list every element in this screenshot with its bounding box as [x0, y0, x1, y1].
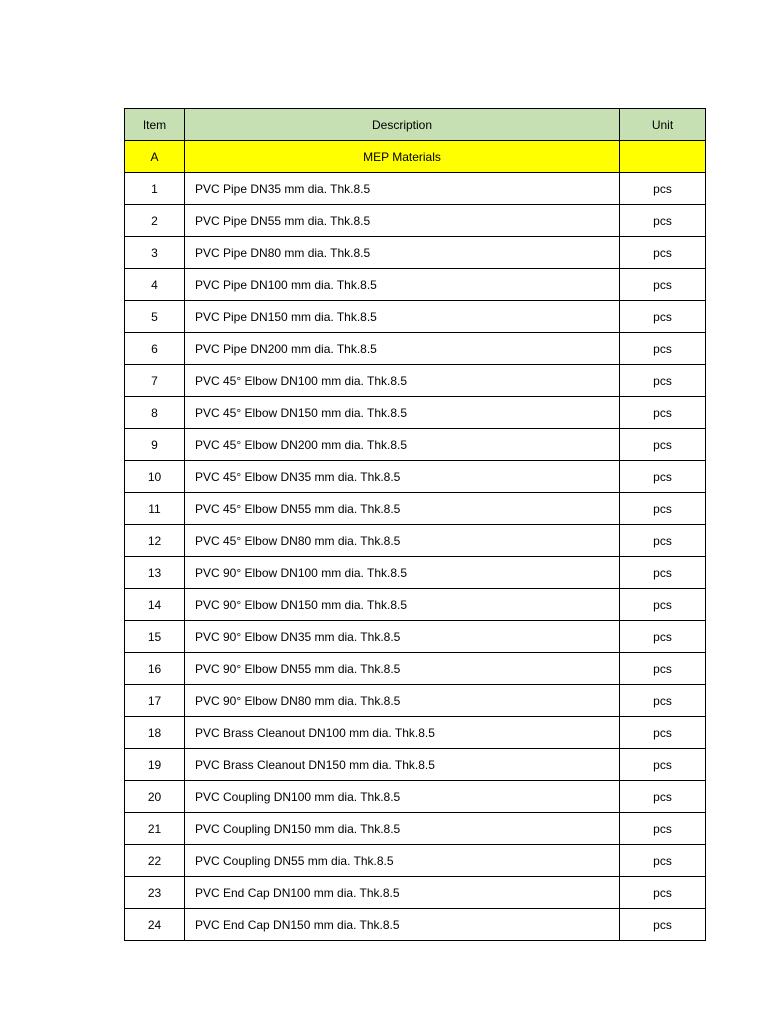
table-row [125, 813, 706, 845]
row-unit-cell: pcs [620, 493, 706, 525]
row-description-cell: PVC End Cap DN150 mm dia. Thk.8.5 [185, 909, 620, 941]
row-unit-cell: pcs [620, 461, 706, 493]
row-description-cell: PVC Pipe DN200 mm dia. Thk.8.5 [185, 333, 620, 365]
section-description: MEP Materials [185, 141, 620, 173]
row-unit-cell: pcs [620, 749, 706, 781]
row-description-cell: PVC End Cap DN100 mm dia. Thk.8.5 [185, 877, 620, 909]
materials-table [124, 108, 706, 941]
row-item-cell: 5 [125, 301, 185, 333]
row-description-cell: PVC 90° Elbow DN80 mm dia. Thk.8.5 [185, 685, 620, 717]
row-unit-cell: pcs [620, 685, 706, 717]
row-item-cell: 17 [125, 685, 185, 717]
row-unit-cell: pcs [620, 269, 706, 301]
row-description-cell: PVC Pipe DN35 mm dia. Thk.8.5 [185, 173, 620, 205]
row-item-cell: 23 [125, 877, 185, 909]
table-row [125, 205, 706, 237]
table-row [125, 525, 706, 557]
row-description-cell: PVC 45° Elbow DN80 mm dia. Thk.8.5 [185, 525, 620, 557]
row-unit-cell: pcs [620, 173, 706, 205]
row-unit-cell: pcs [620, 781, 706, 813]
section-row [125, 141, 706, 173]
row-item-cell: 1 [125, 173, 185, 205]
table-row [125, 685, 706, 717]
table-row [125, 717, 706, 749]
row-item-cell: 20 [125, 781, 185, 813]
header-description: Description [185, 109, 620, 141]
row-description-cell: PVC 45° Elbow DN35 mm dia. Thk.8.5 [185, 461, 620, 493]
row-item-cell: 9 [125, 429, 185, 461]
row-item-cell: 4 [125, 269, 185, 301]
row-description-cell: PVC 45° Elbow DN200 mm dia. Thk.8.5 [185, 429, 620, 461]
table-row [125, 909, 706, 941]
row-item-cell: 10 [125, 461, 185, 493]
table-row [125, 621, 706, 653]
table-row [125, 589, 706, 621]
row-description-cell: PVC 90° Elbow DN35 mm dia. Thk.8.5 [185, 621, 620, 653]
table-row [125, 781, 706, 813]
section-item: A [125, 141, 185, 173]
row-item-cell: 6 [125, 333, 185, 365]
row-item-cell: 15 [125, 621, 185, 653]
table-row [125, 333, 706, 365]
row-unit-cell: pcs [620, 717, 706, 749]
row-unit-cell: pcs [620, 845, 706, 877]
row-description-cell: PVC 90° Elbow DN100 mm dia. Thk.8.5 [185, 557, 620, 589]
row-unit-cell: pcs [620, 877, 706, 909]
table-row [125, 461, 706, 493]
table-row [125, 429, 706, 461]
table-row [125, 237, 706, 269]
table-row [125, 269, 706, 301]
row-description-cell: PVC Coupling DN150 mm dia. Thk.8.5 [185, 813, 620, 845]
row-unit-cell: pcs [620, 589, 706, 621]
table-row [125, 397, 706, 429]
row-description-cell: PVC 90° Elbow DN55 mm dia. Thk.8.5 [185, 653, 620, 685]
header-item: Item [125, 109, 185, 141]
row-item-cell: 21 [125, 813, 185, 845]
row-item-cell: 19 [125, 749, 185, 781]
row-item-cell: 8 [125, 397, 185, 429]
row-item-cell: 12 [125, 525, 185, 557]
row-unit-cell: pcs [620, 909, 706, 941]
table-row [125, 557, 706, 589]
row-unit-cell: pcs [620, 621, 706, 653]
row-item-cell: 16 [125, 653, 185, 685]
row-description-cell: PVC 45° Elbow DN55 mm dia. Thk.8.5 [185, 493, 620, 525]
header-unit: Unit [620, 109, 706, 141]
table-row [125, 749, 706, 781]
row-unit-cell: pcs [620, 557, 706, 589]
header-row [125, 109, 706, 141]
row-description-cell: PVC Coupling DN55 mm dia. Thk.8.5 [185, 845, 620, 877]
row-item-cell: 7 [125, 365, 185, 397]
row-description-cell: PVC Pipe DN150 mm dia. Thk.8.5 [185, 301, 620, 333]
row-item-cell: 13 [125, 557, 185, 589]
table-row [125, 173, 706, 205]
table-row [125, 365, 706, 397]
row-description-cell: PVC 45° Elbow DN150 mm dia. Thk.8.5 [185, 397, 620, 429]
row-unit-cell: pcs [620, 813, 706, 845]
row-item-cell: 24 [125, 909, 185, 941]
row-description-cell: PVC 45° Elbow DN100 mm dia. Thk.8.5 [185, 365, 620, 397]
row-unit-cell: pcs [620, 653, 706, 685]
row-unit-cell: pcs [620, 333, 706, 365]
row-item-cell: 18 [125, 717, 185, 749]
row-description-cell: PVC Brass Cleanout DN100 mm dia. Thk.8.5 [185, 717, 620, 749]
row-description-cell: PVC Pipe DN100 mm dia. Thk.8.5 [185, 269, 620, 301]
table-row [125, 493, 706, 525]
row-description-cell: PVC Pipe DN80 mm dia. Thk.8.5 [185, 237, 620, 269]
row-description-cell: PVC Brass Cleanout DN150 mm dia. Thk.8.5 [185, 749, 620, 781]
row-unit-cell: pcs [620, 205, 706, 237]
row-unit-cell: pcs [620, 237, 706, 269]
table-row [125, 845, 706, 877]
row-unit-cell: pcs [620, 301, 706, 333]
row-description-cell: PVC Coupling DN100 mm dia. Thk.8.5 [185, 781, 620, 813]
row-item-cell: 3 [125, 237, 185, 269]
table-row [125, 653, 706, 685]
row-description-cell: PVC 90° Elbow DN150 mm dia. Thk.8.5 [185, 589, 620, 621]
row-item-cell: 14 [125, 589, 185, 621]
row-item-cell: 22 [125, 845, 185, 877]
row-unit-cell: pcs [620, 397, 706, 429]
row-unit-cell: pcs [620, 525, 706, 557]
row-unit-cell: pcs [620, 429, 706, 461]
section-unit [620, 141, 706, 173]
row-item-cell: 2 [125, 205, 185, 237]
table-row [125, 301, 706, 333]
row-description-cell: PVC Pipe DN55 mm dia. Thk.8.5 [185, 205, 620, 237]
row-item-cell: 11 [125, 493, 185, 525]
table-row [125, 877, 706, 909]
row-unit-cell: pcs [620, 365, 706, 397]
